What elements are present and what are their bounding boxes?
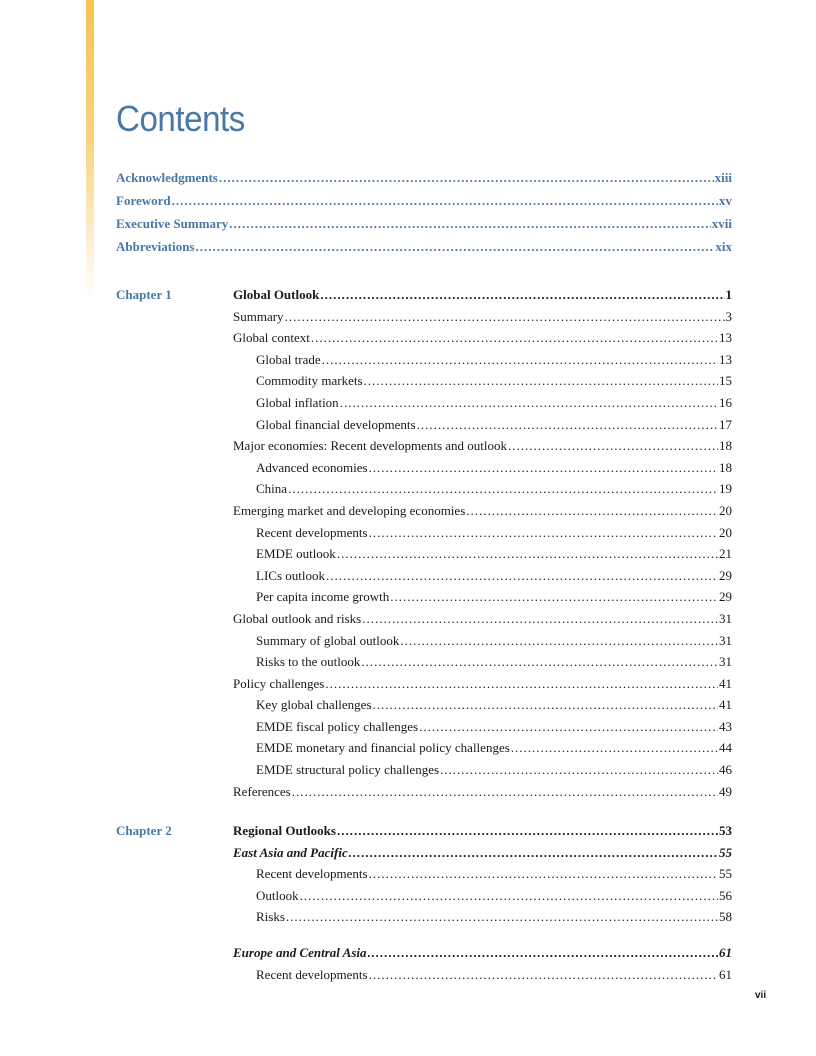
- toc-entry[interactable]: Per capita income growth ..... 29: [233, 589, 732, 611]
- toc-entry[interactable]: Summary ..... 3: [233, 309, 732, 331]
- toc-entry-abbreviations[interactable]: Abbreviations ..... xix: [116, 239, 732, 262]
- toc-entry[interactable]: EMDE fiscal policy challenges ..... 43: [233, 719, 732, 741]
- toc-entry-acknowledgments[interactable]: Acknowledgments ..... xiii: [116, 170, 732, 193]
- toc-entry[interactable]: Global Outlook ..... 1: [233, 287, 732, 309]
- toc-entry[interactable]: Global trade ..... 13: [233, 352, 732, 374]
- toc-entry[interactable]: Regional Outlooks ..... 53: [233, 823, 732, 845]
- toc-entry[interactable]: Risks ..... 58: [233, 909, 732, 931]
- toc-entry[interactable]: East Asia and Pacific ..... 55: [233, 845, 732, 867]
- toc-entry[interactable]: Global inflation ..... 16: [233, 395, 732, 417]
- front-matter-list: [116, 170, 732, 262]
- decorative-accent-bar: [86, 0, 94, 300]
- toc-entry[interactable]: EMDE monetary and financial policy challenges ..... 44: [233, 740, 732, 762]
- toc-entry[interactable]: Recent developments ..... 61: [233, 967, 732, 989]
- toc-entry-foreword[interactable]: Foreword ..... xv: [116, 193, 732, 216]
- toc-entry[interactable]: Recent developments ..... 20: [233, 525, 732, 547]
- chapter-entries: [233, 287, 732, 805]
- toc-entry[interactable]: Outlook ..... 56: [233, 888, 732, 910]
- toc-entry[interactable]: Global outlook and risks ..... 31: [233, 611, 732, 633]
- toc-entry-executive-summary[interactable]: Executive Summary ..... xvii: [116, 216, 732, 239]
- toc-entry[interactable]: Key global challenges ..... 41: [233, 697, 732, 719]
- toc-entry[interactable]: Emerging market and developing economies ..... 20: [233, 503, 732, 525]
- toc-entry[interactable]: References ..... 49: [233, 784, 732, 806]
- toc-entry[interactable]: Global financial developments ..... 17: [233, 417, 732, 439]
- toc-entry[interactable]: China ..... 19: [233, 481, 732, 503]
- chapter-entries: [233, 823, 732, 988]
- toc-entry[interactable]: EMDE structural policy challenges ..... 46: [233, 762, 732, 784]
- toc-entry[interactable]: Europe and Central Asia ..... 61: [233, 945, 732, 967]
- toc-entry[interactable]: Recent developments ..... 55: [233, 866, 732, 888]
- page-number: vii: [755, 990, 767, 1001]
- toc-entry[interactable]: LICs outlook ..... 29: [233, 568, 732, 590]
- toc-entry[interactable]: Global context ..... 13: [233, 330, 732, 352]
- toc-entry[interactable]: Major economies: Recent developments and outlook ..... 18: [233, 438, 732, 460]
- toc-entry[interactable]: Risks to the outlook ..... 31: [233, 654, 732, 676]
- toc-entry[interactable]: Commodity markets ..... 15: [233, 373, 732, 395]
- toc-entry[interactable]: Advanced economies ..... 18: [233, 460, 732, 482]
- toc-entry[interactable]: Policy challenges ..... 41: [233, 676, 732, 698]
- chapter-label: Chapter 1: [116, 287, 172, 302]
- chapter-label: Chapter 2: [116, 823, 172, 838]
- toc-entry[interactable]: Summary of global outlook ..... 31: [233, 633, 732, 655]
- toc-entry[interactable]: EMDE outlook ..... 21: [233, 546, 732, 568]
- page-title: Contents: [116, 98, 245, 139]
